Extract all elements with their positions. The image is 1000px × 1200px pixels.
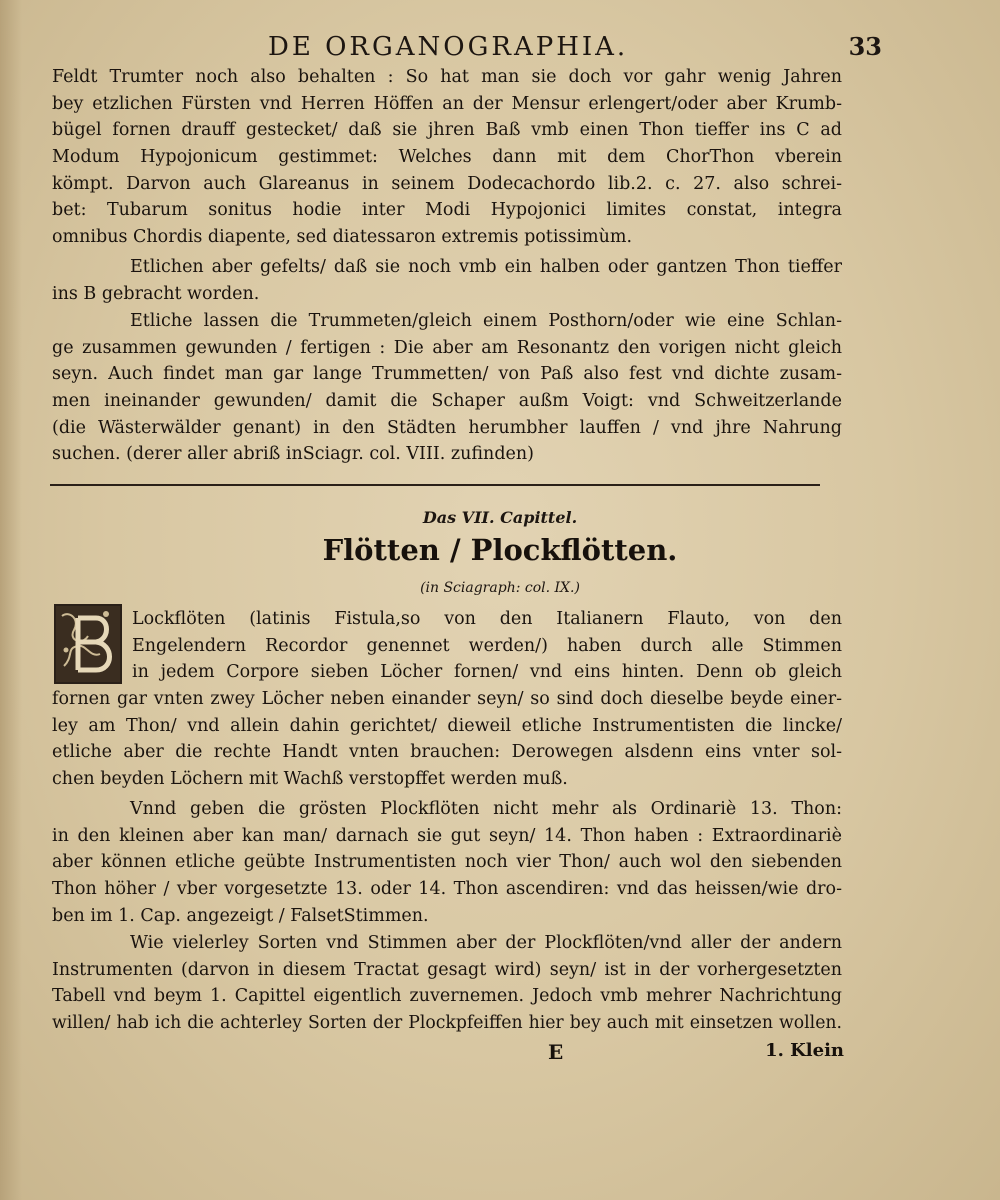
text-line: in den kleinen aber kan man/ darnach sie gut seyn/ 14. Thon haben : Extraordinariè: [52, 825, 842, 846]
text-line: ben im 1. Cap. angezeigt / FalsetStimmen.: [52, 905, 429, 926]
text-line: Lockflöten (latinis Fistula,so von den Italianern Flauto, von den: [132, 609, 842, 629]
running-title: DE ORGANOGRAPHIA.: [268, 32, 629, 62]
paragraph-tuning: [52, 254, 842, 307]
text-line: Feldt Trumter noch also behalten : So hat man sie doch vor gahr wenig Jahren: [52, 67, 842, 87]
text-line: ley am Thon/ vnd allein dahin gerichtet/ dieweil etliche Instrumentisten die lincke/: [52, 715, 842, 736]
text-line: bügel fornen drauff gestecket/ daß sie jhren Baß vmb einen Thon tieffer ins C ad: [52, 120, 842, 141]
text-line: ge zusammen gewunden / fertigen : Die aber am Resonantz den vorigen nicht gleich: [52, 337, 842, 358]
text-line: Engelendern Recordor genennet werden/) haben durch alle Stimmen: [132, 635, 842, 656]
text-line: Modum Hypojonicum gestimmet: Welches dann mit dem ChorThon vberein: [52, 147, 842, 168]
text-line: men ineinander gewunden/ damit die Schaper außm Voigt: vnd Schweitzerlande: [52, 391, 842, 412]
chapter-reference: (in Sciagraph: col. IX.): [420, 580, 580, 596]
paragraph-recorders: [52, 606, 842, 793]
signature-mark: E: [548, 1040, 564, 1064]
catchword: 1. Klein: [765, 1040, 844, 1061]
text-line: Tabell vnd beym 1. Capittel eigentlich zuvernemen. Jedoch vmb mehrer Nachrichtung: [52, 986, 842, 1007]
text-line: etliche aber die rechte Handt vnten brauchen: Derowegen alsdenn eins vnter sol-: [52, 742, 842, 763]
paragraph-sorts: [52, 930, 842, 1037]
text-line: Thon höher / vber vorgesetzte 13. oder 14. Thon ascendiren: vnd das heissen/wie dro-: [52, 879, 842, 900]
text-line: bet: Tubarum sonitus hodie inter Modi Hypojonici limites constat, integra: [52, 200, 842, 221]
text-line: bey etzlichen Fürsten vnd Herren Höffen an der Mensur erlengert/oder aber Krumb-: [52, 93, 842, 114]
text-line: omnibus Chordis diapente, sed diatessaron extremis potissimùm.: [52, 227, 633, 248]
page-number: 33: [848, 32, 882, 61]
chapter-title: Flötten / Plockflötten.: [322, 533, 678, 567]
text-line: aber können etliche geübte Instrumentisten noch vier Thon/ auch wol den siebenden: [52, 852, 842, 873]
text-line: ins B gebracht worden.: [52, 283, 260, 304]
text-line: Vnnd geben die grösten Plockflöten nicht mehr als Ordinariè 13. Thon:: [130, 799, 842, 819]
chapter-heading: Das VII. Capittel.: [422, 508, 578, 527]
text-line: fornen gar vnten zwey Löcher neben einander seyn/ so sind doch dieselbe beyde einer-: [52, 689, 842, 710]
text-line: willen/ hab ich die achterley Sorten der Plockpfeiffen hier bey auch mit einsetzen wollen.: [52, 1013, 842, 1034]
text-line: in jedem Corpore sieben Löcher fornen/ vnd eins hinten. Denn ob gleich: [132, 662, 842, 683]
text-line: Instrumenten (darvon in diesem Tractat gesagt wird) seyn/ ist in der vorhergesetzten: [52, 959, 842, 980]
text-line: seyn. Auch findet man gar lange Trummetten/ von Paß also fest vnd dichte zusam-: [52, 364, 842, 385]
text-line: chen beyden Löchern mit Wachß verstopffet werden muß.: [52, 769, 568, 790]
section-divider: [50, 484, 820, 486]
paragraph-range: [52, 796, 842, 929]
text-line: kömpt. Darvon auch Glareanus in seinem Dodecachordo lib.2. c. 27. also schrei-: [52, 173, 842, 194]
text-line: Wie vielerley Sorten vnd Stimmen aber der Plockflöten/vnd aller der andern: [130, 933, 842, 953]
paragraph-coiled-trumpets: [52, 308, 842, 468]
text-line: suchen. (derer aller abriß inSciagr. col. VIII. zufinden): [52, 444, 534, 465]
page-footer: [0, 1040, 1000, 1066]
paragraph-trumpets: [52, 64, 842, 251]
text-line: Etliche lassen die Trummeten/gleich einem Posthorn/oder wie eine Schlan-: [130, 311, 842, 331]
text-line: Etlichen aber gefelts/ daß sie noch vmb ein halben oder gantzen Thon tieffer: [130, 257, 842, 277]
text-line: (die Wästerwälder genant) in den Städten herumbher lauffen / vnd jhre Nahrung: [52, 417, 842, 438]
